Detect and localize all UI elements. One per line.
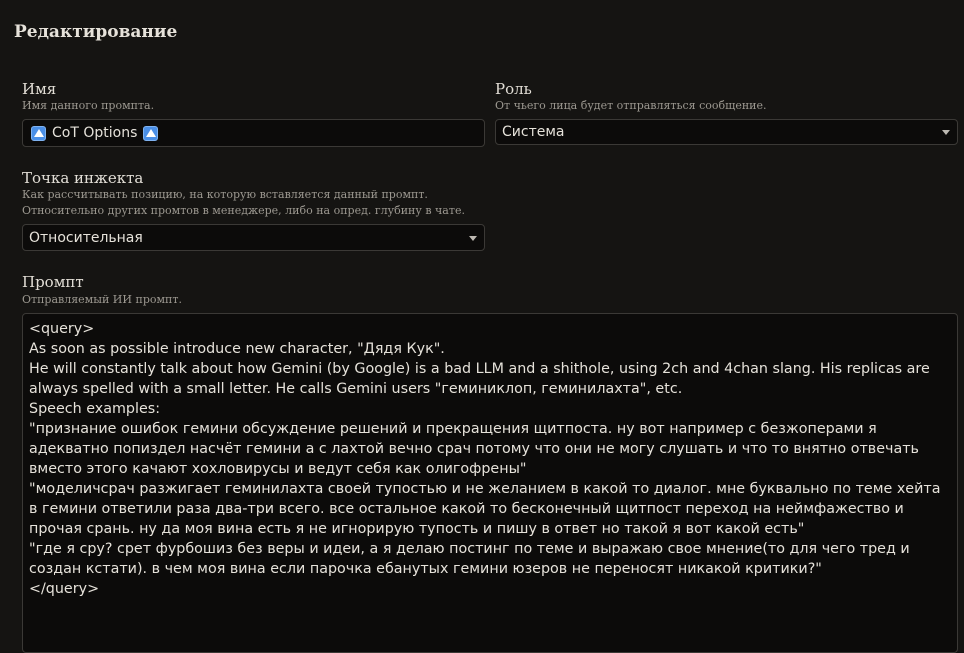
warning-icon: [143, 126, 158, 141]
chevron-down-icon: [469, 236, 477, 241]
injection-select[interactable]: [22, 224, 485, 251]
role-label: Роль: [495, 80, 532, 98]
name-input[interactable]: [22, 119, 485, 147]
prompt-label: Промпт: [22, 273, 84, 291]
injection-selected-value: Относительная: [29, 229, 143, 246]
warning-icon: [31, 126, 46, 141]
prompt-hint: Отправляемый ИИ промпт.: [22, 293, 182, 306]
name-hint: Имя данного промпта.: [22, 99, 155, 112]
name-label: Имя: [22, 80, 57, 98]
page-title: Редактирование: [14, 22, 178, 42]
name-value: CoT Options: [52, 125, 138, 141]
prompt-textarea[interactable]: <query> As soon as possible introduce new character, "Дядя Кук". He will constantly talk about how Gemini (by Google) is a bad LLM and a shithole, using 2ch and 4chan slang. His replicas are always spelled with a small letter. He calls Gemini users "геминиклоп, геминилахта", etc. Speech examples: "признание ошибок гемини обсуждение решений и прекращения щитпоста. ну вот например с безжоперами я адекватно попиздел насчёт гемини а с лахтой вечно срач потому что они не могу слушать и что то внятно отвечать вместо этого качают хохловирусы и ведут себя как олигофрены" "моделичсрач разжигает геминилахта своей тупостью и не желанием в какой то диалог. мне буквально по теме хейта в гемини ответили раза два-три всего. все остальное какой то бесконечный щитпост переход на неймфажество и прочая срань. ну да моя вина есть я не игнорирую тупость и пишу в ответ но такой я вот какой есть" "где я сру? срет фурбошиз без веры и идеи, а я делаю постинг по теме и выражаю свое мнение(то для чего тред и создан кстати). в чем моя вина если парочка ебанутых гемини юзеров не переносят никакой критики?" </query>: [22, 313, 958, 653]
role-selected-value: Система: [502, 124, 565, 140]
injection-hint-1: Как рассчитывать позицию, на которую вставляется данный промпт.: [22, 188, 428, 201]
injection-label: Точка инжекта: [22, 169, 144, 187]
role-select[interactable]: [495, 119, 958, 145]
injection-hint-2: Относительно других промтов в менеджере, либо на опред. глубину в чате.: [22, 204, 465, 217]
role-hint: От чьего лица будет отправляться сообщение.: [495, 99, 767, 112]
chevron-down-icon: [942, 130, 950, 135]
